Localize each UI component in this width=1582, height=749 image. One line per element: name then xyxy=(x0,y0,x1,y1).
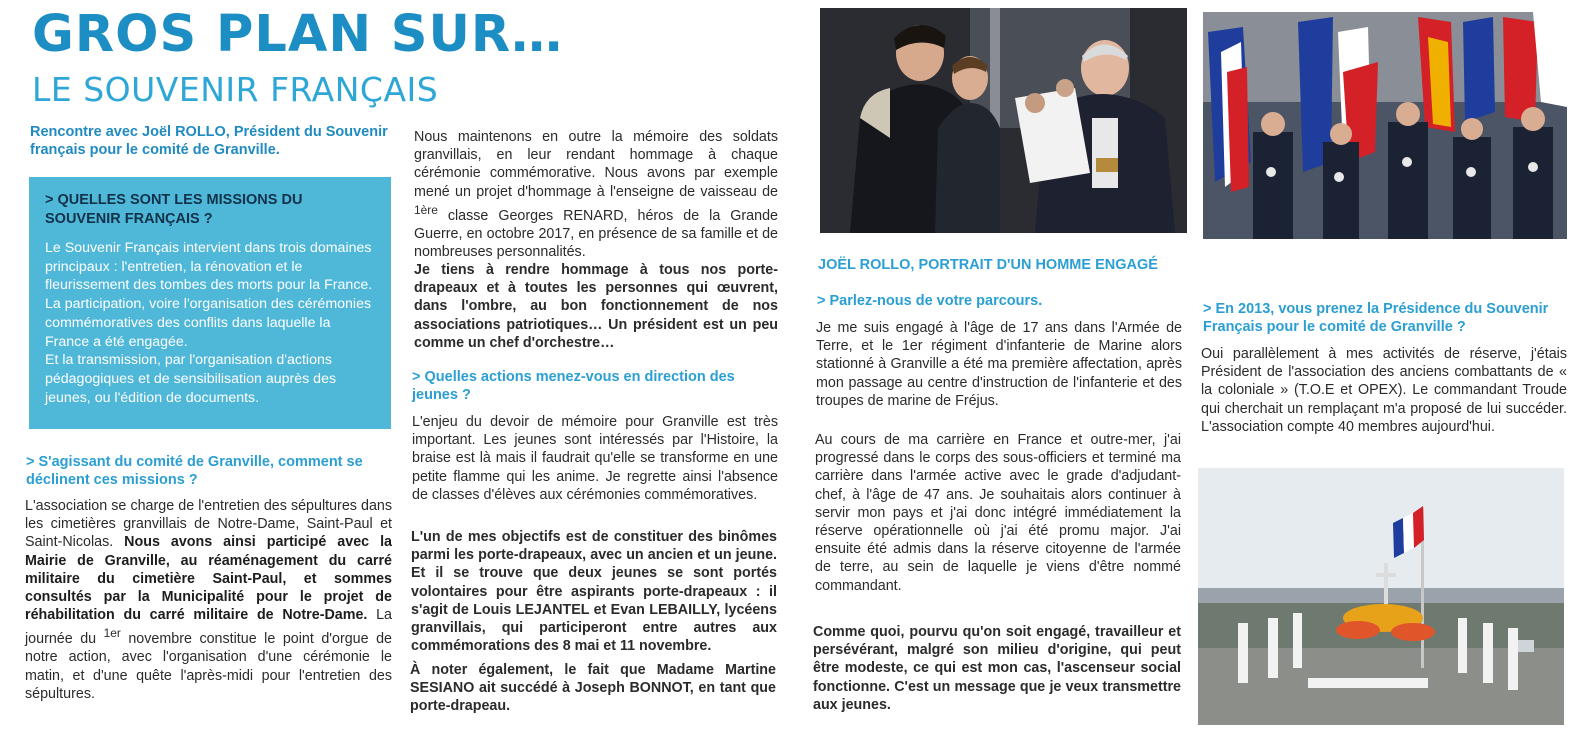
granville-committee-question: > S'agissant du comité de Granville, comment se déclinent ces missions ? xyxy=(26,454,363,488)
career-paragraph-1: Je me suis engagé à l'âge de 17 ans dans l'Armée de Terre, et le 1er régiment d'infanterie de Marine alors stationné à Granville a été ma première affectation, après mon passage au centre d'instruction de l'infanterie et des troupes de marine de Fréjus. xyxy=(816,320,1182,409)
missions-answer xyxy=(45,239,373,407)
career-paragraph-2: Au cours de ma carrière en France et outre-mer, j'ai progressé dans le corps des sous-officiers et terminé ma carrière dans l'armée active avec le grade d'adjudant-chef, à l'âge de 47 ans. Je souhaitais alors continuer à servir mon pays et j'ai donc intégré immédiatement la réserve opérationnelle où j'ai été promu major. J'ai ensuite été admis dans la réserve citoyenne de l'armée de terre, au sein de laquelle je viens d'être nommé commandant. xyxy=(815,432,1181,594)
page-subtitle: LE SOUVENIR FRANÇAIS xyxy=(32,70,439,109)
granville-committee-answer xyxy=(25,497,392,703)
presidency-answer: Oui parallèlement à mes activités de réserve, j'étais Président de l'association des anciens combattants de « la coloniale » (T.O.E et OPEX). Le commandant Troude qui cherchait un remplaçant m'a proposé de lui succéder. L'association compte 40 membres aujourd'hui. xyxy=(1201,346,1567,435)
answer-text: L'association se charge de l'entretien des sépultures dans les cimetières granvillais de Notre-Dame, Saint-Paul et Saint-Nicolas. xyxy=(25,498,392,551)
answer-text: novembre constitue le point d'orgue de notre action, avec l'organisation d'une cérémonie le matin, et d'une quête l'après-midi pour l'entretien des sépultures. xyxy=(25,631,392,702)
youth-actions-answer: L'enjeu du devoir de mémoire pour Granville est très important. Les jeunes sont intéressés par l'Histoire, la braise est là mais il faudrait qu'elle se transforme en une petite flamme qui les anime. Je regrette ainsi l'absence de classes d'élèves aux cérémonies commémoratives. xyxy=(412,414,778,503)
career-paragraph-3: Comme quoi, pourvu qu'on soit engagé, travailleur et persévérant, malgré son milieu d'origine, qui peut être modeste, ce qui est mon cas, l'ascenseur social fonctionne. C'est un message que je veux transmettre aux jeunes. xyxy=(813,624,1181,713)
tribute-paragraph: Je tiens à rendre hommage à tous nos porte-drapeaux et à toutes les personnes qui œuvrent, dans l'ombre, au bon fonctionnement de nos associations patriotiques… Un président est un peu comme un chef d'orchestre… xyxy=(414,262,778,351)
intro-text: Rencontre avec Joël ROLLO, Président du Souvenir français pour le comité de Granville. xyxy=(30,124,388,158)
youth-actions-question: > Quelles actions menez-vous en direction des jeunes ? xyxy=(412,369,735,403)
paragraph-text: Nous maintenons en outre la mémoire des soldats granvillais, en leur rendant hommage à chaque cérémonie commémorative. Nous avons par exemple mené un projet d'hommage à l'enseigne de vaisseau de xyxy=(414,129,778,200)
answer-bold-text: Nous avons ainsi participé avec la Mairie de Granville, au réaménagement du carré militaire du cimetière Saint-Paul, et sommes consultés par la Municipalité pour le projet de réhabilitation du carré militaire de Notre-Dame. xyxy=(25,534,392,624)
military-cemetery-photo xyxy=(1198,468,1564,725)
missions-box xyxy=(29,177,391,429)
superscript: 1er xyxy=(103,626,121,641)
flag-bearers-illustration xyxy=(1203,12,1567,239)
page-title: GROS PLAN SUR… xyxy=(32,5,564,64)
career-question: > Parlez-nous de votre parcours. xyxy=(817,293,1043,309)
missions-answer-p1: Le Souvenir Français intervient dans trois domaines principaux : l'entretien, la rénovation et le fleurissement des tombes des morts pour la France. La participation, voire l'organisation des cérémonies commémoratives des conflits dans laquelle la France a été engagée. xyxy=(45,240,373,350)
paragraph-text: classe Georges RENARD, héros de la Grande Guerre, en octobre 2017, en présence de sa famille et de nombreuses personnalités. xyxy=(414,207,778,260)
missions-answer-p2: Et la transmission, par l'organisation d'actions pédagogiques et de sensibilisation auprès des jeunes, ou l'édition de documents. xyxy=(45,352,337,406)
portrait-title: JOËL ROLLO, PORTRAIT D'UN HOMME ENGAGÉ xyxy=(818,257,1158,273)
missions-question: > QUELLES SONT LES MISSIONS DU SOUVENIR FRANÇAIS ? xyxy=(45,192,303,227)
memory-paragraph xyxy=(414,128,778,261)
presidency-question: > En 2013, vous prenez la Présidence du Souvenir Français pour le comité de Granville ? xyxy=(1203,301,1549,335)
military-cemetery-illustration xyxy=(1198,468,1564,725)
flag-bearers-photo xyxy=(1203,12,1567,239)
ceremony-photo-illustration xyxy=(820,8,1187,233)
answer-text: La journée du xyxy=(25,607,393,648)
objectives-paragraph: L'un de mes objectifs est de constituer des binômes parmi les porte-drapeaux, avec un ancien et un jeune. Et il se trouve que deux jeunes se sont portés volontaires pour être aspirants porte-drapeaux : il s'agit de Louis LEJANTEL et Evan LEBAILLY, lycéens granvillais, qui participeront entre autres aux commémorations des 8 mai et 11 novembre. xyxy=(411,529,777,655)
superscript: 1ère xyxy=(414,202,438,217)
ceremony-photo-reading xyxy=(820,8,1187,233)
flag-bearer-paragraph: À noter également, le fait que Madame Martine SESIANO ait succédé à Joseph BONNOT, en tant que porte-drapeau. xyxy=(410,662,776,715)
